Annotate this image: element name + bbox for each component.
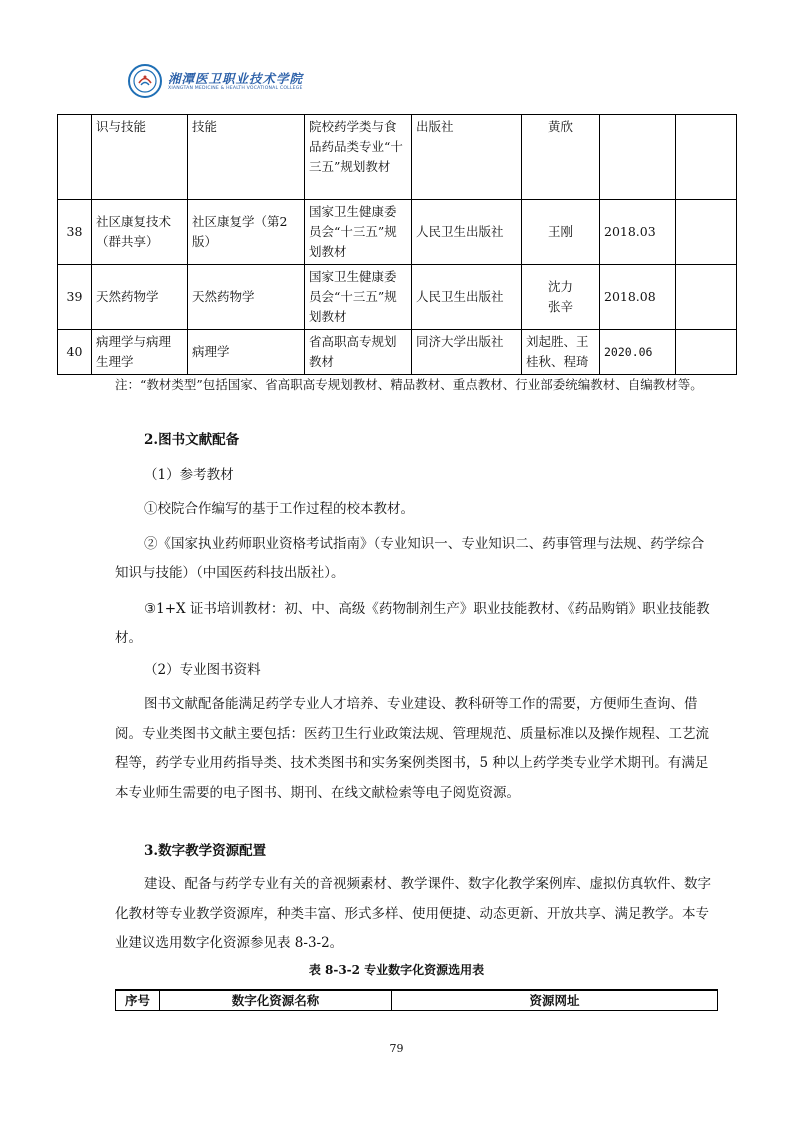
cell-course: 识与技能 — [92, 115, 188, 200]
cell-no — [58, 115, 92, 200]
cell-course: 天然药物学 — [92, 265, 188, 330]
cell-textbook: 技能 — [188, 115, 305, 200]
header-logo — [128, 64, 303, 98]
cell-type: 国家卫生健康委员会“十三五”规划教材 — [305, 200, 412, 265]
cell-publisher: 人民卫生出版社 — [412, 200, 522, 265]
table-row — [58, 265, 737, 330]
cell-extra — [676, 115, 737, 200]
section-2-item3: ③1+X 证书培训教材：初、中、高级《药物制剂生产》职业技能教材、《药品购销》职业技能教材。 — [115, 601, 710, 646]
section-2-heading: 2.图书文献配备 — [144, 432, 240, 448]
section-2-sub2: （2）专业图书资料 — [144, 662, 261, 678]
cell-publisher: 同济大学出版社 — [412, 330, 522, 375]
section-2-item1: ①校院合作编写的基于工作过程的校本教材。 — [144, 501, 414, 517]
header-cell-no: 序号 — [116, 990, 160, 1011]
cell-editor: 黄欣 — [522, 115, 600, 200]
cell-publisher: 出版社 — [412, 115, 522, 200]
section-2-item2: ②《国家执业药师职业资格考试指南》（专业知识一、专业知识二、药事管理与法规、药学综合知识与技能）（中国医药科技出版社）。 — [115, 536, 705, 581]
cell-editor: 沈力 张辛 — [522, 265, 600, 330]
cell-date — [600, 115, 676, 200]
cell-type: 国家卫生健康委员会“十三五”规划教材 — [305, 265, 412, 330]
cell-no: 40 — [58, 330, 92, 375]
cell-extra — [676, 330, 737, 375]
table-row — [58, 200, 737, 265]
page-number: 79 — [389, 1042, 404, 1055]
section-2-sub1: （1）参考教材 — [144, 467, 234, 483]
cell-extra — [676, 200, 737, 265]
table-note: 注：“教材类型”包括国家、省高职高专规划教材、精品教材、重点教材、行业部委统编教材、自编教材等。 — [115, 377, 703, 392]
header-cell-name: 数字化资源名称 — [160, 990, 392, 1011]
school-name: 湘潭医卫职业技术学院 — [168, 70, 304, 86]
header-cell-url: 资源网址 — [392, 990, 718, 1011]
cell-date: 2018.03 — [600, 200, 676, 265]
table-header-row — [116, 990, 718, 1011]
cell-textbook: 病理学 — [188, 330, 305, 375]
table-row — [58, 330, 737, 375]
cell-no: 39 — [58, 265, 92, 330]
cell-type: 省高职高专规划教材 — [305, 330, 412, 375]
cell-course: 社区康复技术（群共享） — [92, 200, 188, 265]
cell-date: 2018.08 — [600, 265, 676, 330]
cell-no: 38 — [58, 200, 92, 265]
cell-extra — [676, 265, 737, 330]
table-row — [58, 115, 737, 200]
textbook-table — [57, 114, 737, 375]
cell-publisher: 人民卫生出版社 — [412, 265, 522, 330]
cell-editor: 刘起胜、王桂秋、程琦 — [522, 330, 600, 375]
section-2-paragraph: 图书文献配备能满足药学专业人才培养、专业建设、教科研等工作的需要，方便师生查询、借阅。专业类图书文献主要包括：医药卫生行业政策法规、管理规范、质量标准以及操作规程、工艺流程等，药学专业用药指导类、技术类图书和实务案例类图书，5 种以上药学类专业学术期刊。有满足本专业师生需要的电子图书、期刊、在线文献检索等电子阅览资源。 — [115, 696, 709, 801]
school-name-en: XIANGTAN MEDICINE & HEALTH VOCATIONAL COLLEGE — [168, 85, 303, 91]
cell-course: 病理学与病理生理学 — [92, 330, 188, 375]
digital-resources-table — [115, 989, 718, 1011]
cell-textbook: 天然药物学 — [188, 265, 305, 330]
cell-editor: 王刚 — [522, 200, 600, 265]
cell-textbook: 社区康复学（第2版） — [188, 200, 305, 265]
section-3-heading: 3.数字教学资源配置 — [144, 843, 267, 859]
cell-type: 院校药学类与食品药品类专业“十三五”规划教材 — [305, 115, 412, 200]
digital-table-caption: 表 8-3-2 专业数字化资源选用表 — [308, 963, 485, 977]
cell-date: 2020.06 — [600, 330, 676, 375]
school-emblem-icon — [128, 64, 162, 98]
section-3-paragraph: 建设、配备与药学专业有关的音视频素材、教学课件、数字化教学案例库、虚拟仿真软件、数字化教材等专业教学资源库，种类丰富、形式多样、使用便捷、动态更新、开放共享、满足教学。本专业建议选用数字化资源参见表 8-3-2。 — [115, 876, 711, 951]
